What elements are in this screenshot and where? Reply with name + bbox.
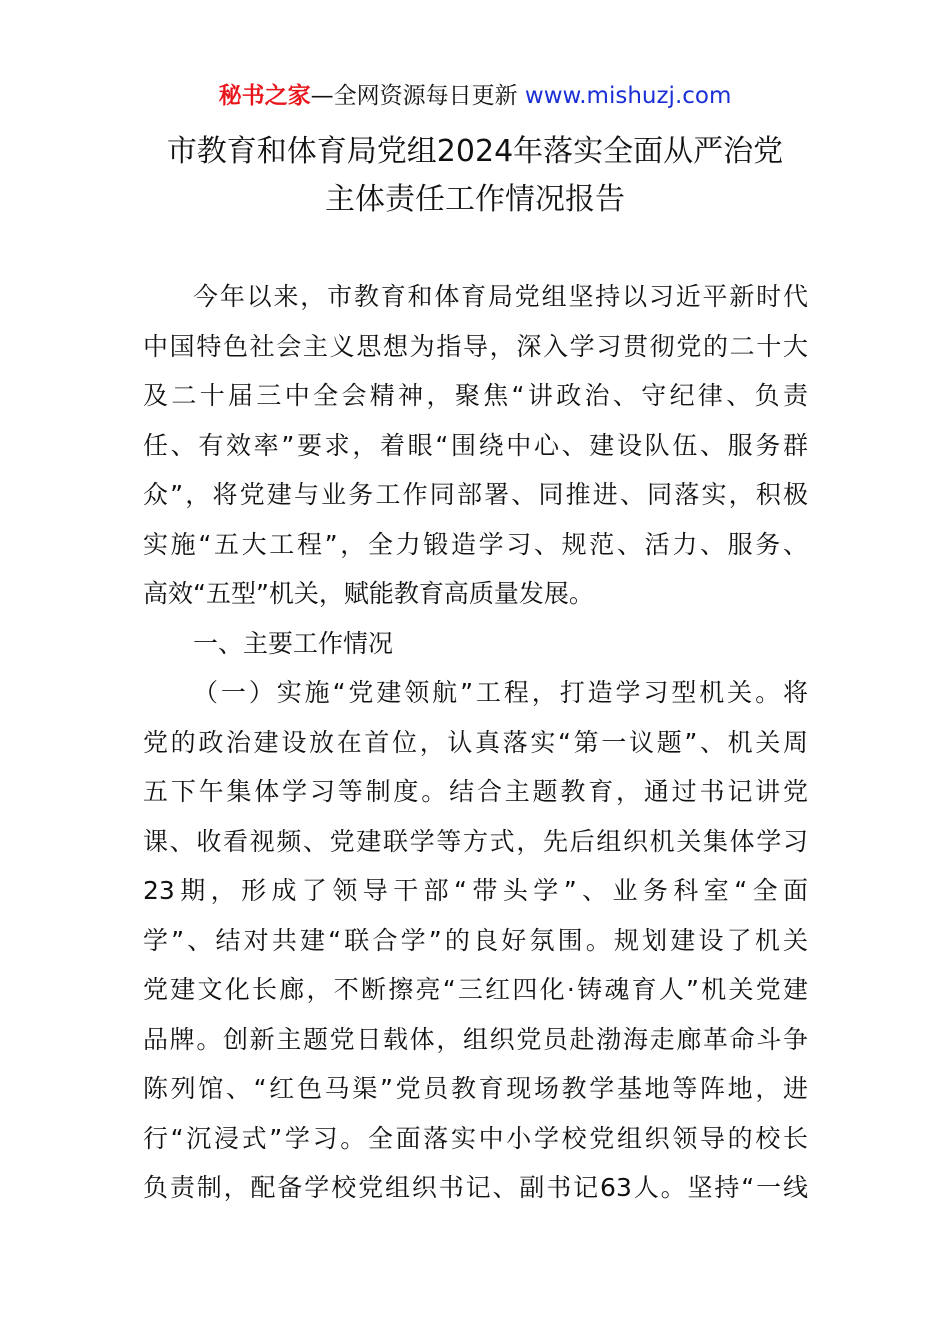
body-line: 品牌。创新主题党日载体，组织党员赴渤海走廊革命斗争 <box>143 1024 808 1054</box>
body-line: 学”、结对共建“联合学”的良好氛围。规划建设了机关 <box>143 925 808 955</box>
body-line: 党建文化长廊，不断擦亮“三红四化·铸魂育人”机关党建 <box>143 975 808 1004</box>
body-line: 党的政治建设放在首位，认真落实“第一议题”、机关周 <box>143 727 808 757</box>
body-line: 23期，形成了领导干部“带头学”、业务科室“全面 <box>143 876 808 905</box>
body-line: 行“沉浸式”学习。全面落实中小学校党组织领导的校长 <box>143 1123 808 1153</box>
document-title <box>120 128 830 224</box>
site-header <box>0 80 950 112</box>
site-tagline: —全网资源每日更新 <box>310 83 518 109</box>
body-line: 实施“五大工程”，全力锻造学习、规范、活力、服务、 <box>143 529 808 559</box>
document-body <box>143 272 808 1213</box>
title-line-1: 市教育和体育局党组2024年落实全面从严治党 <box>166 134 784 169</box>
body-line: 陈列馆、“红色马渠”党员教育现场教学基地等阵地，进 <box>143 1074 808 1103</box>
body-line: 课、收看视频、党建联学等方式，先后组织机关集体学习 <box>143 826 808 856</box>
body-line: 中国特色社会主义思想为指导，深入学习贯彻党的二十大 <box>143 331 808 361</box>
body-line: 及二十届三中全会精神，聚焦“讲政治、守纪律、负责 <box>143 381 808 410</box>
body-line: （一）实施“党建领航”工程，打造学习型机关。将 <box>193 678 808 707</box>
section-heading: 一、主要工作情况 <box>193 628 394 658</box>
site-brand: 秘书之家 <box>218 83 311 109</box>
body-line: 五下午集体学习等制度。结合主题教育，通过书记讲党 <box>143 777 808 806</box>
body-line: 任、有效率”要求，着眼“围绕中心、建设队伍、服务群 <box>143 430 808 460</box>
site-url-link[interactable]: www.mishuzj.com <box>524 83 732 109</box>
body-line: 高效“五型”机关，赋能教育高质量发展。 <box>143 579 594 608</box>
body-line: 今年以来，市教育和体育局党组坚持以习近平新时代 <box>193 282 808 311</box>
body-line: 负责制，配备学校党组织书记、副书记63人。坚持“一线 <box>143 1173 808 1202</box>
title-line-2: 主体责任工作情况报告 <box>325 182 625 217</box>
body-line: 众”，将党建与业务工作同部署、同推进、同落实，积极 <box>143 480 808 509</box>
